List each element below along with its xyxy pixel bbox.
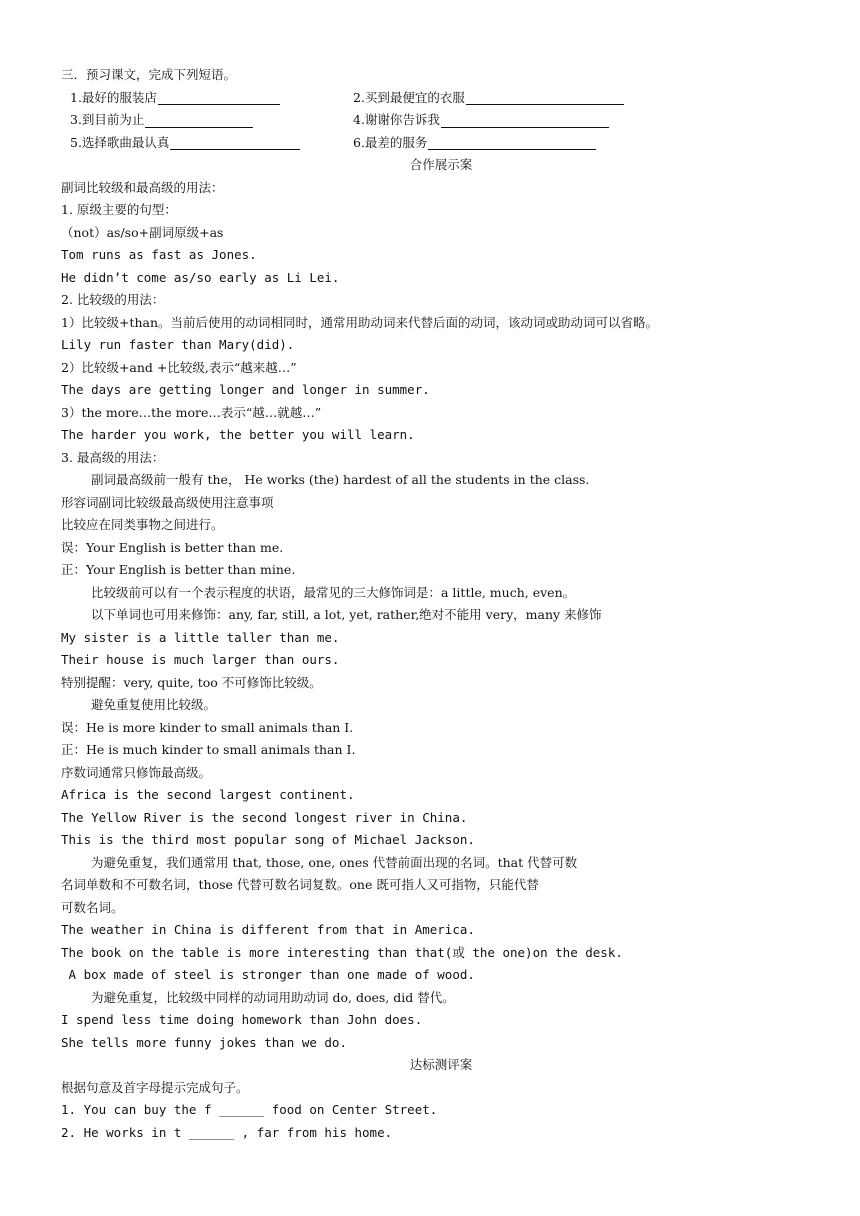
example-sentence: Africa is the second largest continent.	[61, 787, 355, 802]
phrase-row-2	[61, 109, 821, 132]
example-sentence: 正：Your English is better than mine.	[61, 562, 296, 577]
section3-heading: 三．预习课文，完成下列短语。	[61, 67, 237, 82]
answer-blank[interactable]	[466, 90, 624, 105]
phrase-item	[61, 109, 353, 132]
text-line: 特别提醒：very, quite, too 不可修饰比较级。	[61, 674, 322, 690]
example-sentence: I spend less time doing homework than John does.	[61, 1012, 423, 1027]
text-line: 1. 原级主要的句型：	[61, 202, 177, 217]
phrase-label: 2.买到最便宜的衣服	[353, 89, 465, 105]
phrase-item	[61, 87, 353, 110]
exercise-item: 2. He works in t ______ , far from his home.	[61, 1124, 393, 1140]
text-line: 1）比较级+than。当前后使用的动词相同时，通常用助动词来代替后面的动词，该动词或助动词可以省略。	[61, 314, 659, 330]
phrase-label: 4.谢谢你告诉我	[353, 112, 440, 127]
example-sentence: This is the third most popular song of Michael Jackson.	[61, 832, 475, 847]
text-line: 名词单数和不可数名词，those 代替可数名词复数。one 既可指人又可指物，只能代替	[61, 877, 539, 892]
phrase-item	[61, 132, 353, 155]
answer-blank[interactable]	[145, 113, 253, 128]
text-line: 序数词通常只修饰最高级。	[61, 764, 212, 780]
example-sentence: The Yellow River is the second longest river in China.	[61, 809, 468, 825]
example-sentence: The days are getting longer and longer in summer.	[61, 382, 430, 397]
example-sentence: Their house is much larger than ours.	[61, 652, 340, 667]
example-sentence: Tom runs as fast as Jones.	[61, 247, 257, 262]
answer-blank[interactable]	[428, 135, 596, 150]
assessment-title: 达标测评案	[409, 1057, 473, 1072]
text-line: 为避免重复，比较级中同样的动词用助动词 do, does, did 替代。	[91, 989, 455, 1005]
phrase-row-3	[61, 132, 821, 155]
example-sentence: A box made of steel is stronger than one made of wood.	[61, 967, 475, 982]
text-line: 为避免重复，我们通常用 that, those, one, ones 代替前面出现的名词。that 代替可数	[91, 854, 578, 870]
text-line: 可数名词。	[61, 899, 124, 915]
phrase-label: 5.选择歌曲最认真	[70, 134, 170, 150]
cooperation-content	[61, 177, 821, 1055]
phrase-row-1	[61, 87, 821, 110]
text-line: 2）比较级+and +比较级,表示“越来越…”	[61, 359, 297, 375]
text-line: 3. 最高级的用法：	[61, 449, 165, 465]
phrase-label: 6.最差的服务	[353, 134, 428, 150]
text-line: 2. 比较级的用法：	[61, 292, 165, 307]
example-sentence: 误：He is more kinder to small animals than I.	[61, 719, 354, 735]
phrase-item	[353, 87, 624, 110]
text-line: 3）the more…the more…表示“越…就越…”	[61, 404, 322, 420]
answer-blank[interactable]	[170, 135, 300, 150]
exercise-item: 1. You can buy the f ______ food on Center Street.	[61, 1102, 438, 1117]
text-line: 副词比较级和最高级的用法：	[61, 179, 224, 195]
example-sentence: Lily run faster than Mary(did).	[61, 337, 295, 352]
assessment-instruction: 根据句意及首字母提示完成句子。	[61, 1079, 249, 1095]
text-line: 避免重复使用比较级。	[91, 697, 217, 712]
example-sentence: He didn’t come as/so early as Li Lei.	[61, 269, 340, 285]
example-sentence: The book on the table is more interesting than that(或 the one)on the desk.	[61, 944, 623, 960]
text-line: 比较级前可以有一个表示程度的状语，最常见的三大修饰词是：a little, much, even。	[91, 584, 576, 600]
example-sentence: 误：Your English is better than me.	[61, 539, 284, 555]
example-sentence: 正：He is much kinder to small animals than I.	[61, 742, 356, 757]
example-sentence: The weather in China is different from that in America.	[61, 922, 475, 937]
text-line: 形容词副词比较级最高级使用注意事项	[61, 494, 274, 510]
phrase-label: 3.到目前为止	[70, 112, 145, 127]
answer-blank[interactable]	[158, 90, 280, 105]
answer-blank[interactable]	[441, 113, 609, 128]
cooperation-title: 合作展示案	[409, 157, 473, 172]
worksheet-page	[61, 64, 821, 1144]
text-line: 以下单词也可用来修饰：any, far, still, a lot, yet, rather,绝对不能用 very，many 来修饰	[91, 607, 602, 622]
text-line: （not）as/so+副词原级+as	[61, 224, 224, 240]
example-sentence: My sister is a little taller than me.	[61, 629, 340, 645]
text-line: 比较应在同类事物之间进行。	[61, 517, 224, 532]
phrase-label: 1.最好的服装店	[70, 89, 157, 105]
phrase-item	[353, 109, 609, 132]
example-sentence: The harder you work, the better you will learn.	[61, 427, 415, 442]
text-line: 副词最高级前一般有 the， He works (the) hardest of all the students in the class.	[91, 472, 590, 487]
example-sentence: She tells more funny jokes than we do.	[61, 1034, 347, 1050]
phrase-item	[353, 132, 596, 155]
